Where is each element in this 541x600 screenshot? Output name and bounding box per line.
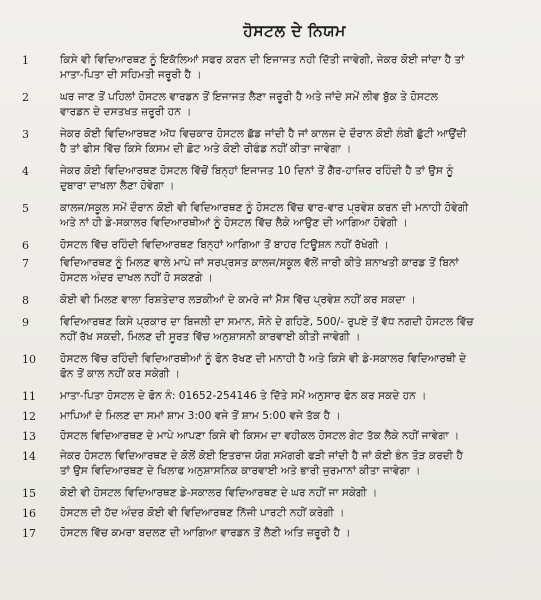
rule-line: ਤਾਂ ਉਸ ਵਿਦਿਆਰਥਣ ਦੇ ਖਿਲਾਫ ਅਨੁਸ਼ਾਸਨਿਕ ਕਾਰਵਾਈ ਅਤੇ ਭਾਰੀ ਜੁਰਮਾਨਾਂ ਕੀਤਾ ਜਾਵੇਗਾ । — [60, 465, 421, 477]
rule-line: ਨਹੀਂ ਰੱਖ ਸਕਦੀ, ਮਿਲਣ ਦੀ ਸੂਰਤ ਵਿੱਚ ਅਨੁਸ਼ਾਸਨੀ ਕਾਰਵਾਈ ਕੀਤੀ ਜਾਵੇਗੀ । — [60, 331, 361, 343]
rule-line: ਹੈ ਤਾਂ ਫੀਸ ਵਿੱਚ ਕਿਸੇ ਕਿਸਮ ਦੀ ਛੋਟ ਅਤੇ ਕੋਈ ਰੀਫੰਡ ਨਹੀਂ ਕੀਤਾ ਜਾਵੇਗਾ । — [60, 143, 352, 155]
rule-number: 17 — [22, 527, 36, 540]
rule-number: 11 — [22, 390, 36, 403]
rule-text — [60, 238, 527, 253]
rule-number: 3 — [22, 128, 29, 141]
rule-item — [22, 53, 527, 83]
rule-line: ਜੇਕਰ ਕੋਈ ਵਿਦਿਆਰਥਣ ਹੋਸਟਲ ਵਿੱਚੋਂ ਬਿਨ੍ਹਾਂ ਇਜਾਜਤ 10 ਦਿਨਾਂ ਤੋਂ ਗੈਰ-ਹਾਜ਼ਿਰ ਰਹਿੰਦੀ ਹੈ ਤਾਂ ਉਸ ਨੂੰ — [60, 165, 454, 177]
rule-line: ਮਾਤਾ-ਪਿਤਾ ਹੋਸਟਲ ਦੇ ਫੋਨ ਨੰ: 01652-254146 ਤੇ ਦਿੱਤੇ ਸਮੇਂ ਅਨੁਸਾਰ ਫੋਨ ਕਰ ਸਕਦੇ ਹਨ । — [60, 390, 427, 402]
rule-line: ਦੁਬਾਰਾ ਦਾਖਲਾ ਲੈਣਾ ਹੋਵੇਗਾ । — [60, 180, 175, 192]
rule-line: ਜੇਕਰ ਕੋਈ ਵਿਦਿਆਰਥਣ ਅੱਧ ਵਿਚਕਾਰ ਹੋਸਟਲ ਛੱਡ ਜਾਂਦੀ ਹੈ ਜਾਂ ਕਾਲਜ ਦੇ ਦੌਰਾਨ ਕੋਈ ਲੰਬੀ ਛੁੱਟੀ ਆਉਂਦੀ — [60, 128, 467, 140]
rule-text — [60, 90, 527, 120]
rule-text — [60, 164, 527, 194]
page-title: ਹੋਸਟਲ ਦੇ ਨਿਯਮ — [243, 22, 346, 40]
rule-item — [22, 449, 527, 479]
rule-number: 6 — [22, 239, 29, 252]
rule-number: 8 — [22, 294, 29, 307]
rule-line: ਹੋਸਟਲ ਵਿੱਚ ਕਮਰਾ ਬਦਲਣ ਦੀ ਆਗਿਆ ਵਾਰਡਨ ਤੋਂ ਲੈਣੀ ਅਤਿ ਜ਼ਰੂਰੀ ਹੈ । — [60, 527, 351, 539]
rule-line: ਕੋਈ ਵੀ ਮਿਲਣ ਵਾਲਾ ਰਿਸ਼ਤੇਦਾਰ ਲੜਕੀਆਂ ਦੇ ਕਮਰੇ ਜਾਂ ਮੈੱਸ ਵਿੱਚ ਪ੍ਰਵੇਸ਼ ਨਹੀਂ ਕਰ ਸਕਦਾ । — [60, 294, 416, 306]
rule-item — [22, 201, 527, 231]
rule-line: ਹੋਸਟਲ ਦੀ ਹੱਦ ਅੰਦਰ ਕੋਈ ਵੀ ਵਿਦਿਆਰਥਣ ਨਿੱਜੀ ਪਾਰਟੀ ਨਹੀਂ ਕਰੇਗੀ । — [60, 507, 345, 519]
rule-text — [60, 127, 527, 157]
rule-text — [60, 429, 527, 444]
rule-text — [60, 352, 527, 382]
rule-text — [60, 506, 527, 521]
rule-item — [22, 486, 527, 501]
rule-line: ਵਿਦਿਆਰਥਣ ਨੂੰ ਮਿਲਣ ਵਾਲੇ ਮਾਪੇ ਜਾਂ ਸਰਪ੍ਰਸਤ ਕਾਲਜ/ਸਕੂਲ ਵੱਲੋਂ ਜਾਰੀ ਕੀਤੇ ਸ਼ਨਾਖਤੀ ਕਾਰਡ ਤੋਂ ਬਿਨਾਂ — [60, 257, 459, 269]
rule-line: ਹੋਸਟਲ ਵਿੱਚ ਰਹਿੰਦੀ ਵਿਦਿਆਰਥਣ ਬਿਨ੍ਹਾਂ ਆਗਿਆ ਤੋਂ ਬਾਹਰ ਟਿਊਸ਼ਨ ਨਹੀਂ ਰੱਖੇਗੀ । — [60, 239, 389, 251]
rule-text — [60, 293, 527, 308]
rule-item — [22, 389, 527, 404]
rule-item — [22, 238, 527, 253]
rule-line: ਹੋਸਟਲ ਵਿੱਚ ਰਹਿੰਦੀ ਵਿਦਿਆਰਥੀਆਂ ਨੂੰ ਫੋਨ ਰੱਖਣ ਦੀ ਮਨਾਹੀ ਹੈ ਅਤੇ ਕਿਸੇ ਵੀ ਡੇ-ਸਕਾਲਰ ਵਿਦਿਆਰਥੀ ਦੇ — [60, 353, 467, 365]
rule-text — [60, 315, 527, 345]
rule-number: 12 — [22, 410, 36, 423]
rule-number: 14 — [22, 450, 36, 463]
rule-text — [60, 389, 527, 404]
rule-number: 2 — [22, 91, 29, 104]
rule-text — [60, 449, 527, 479]
rule-number: 13 — [22, 430, 36, 443]
rule-line: ਅਤੇ ਨਾਂ ਹੀ ਡੇ-ਸਕਾਲਰ ਵਿਦਿਆਰਥੀਆਂ ਨੂੰ ਹੋਸਟਲ ਵਿੱਚ ਲੈਕੇ ਆਉਣ ਦੀ ਆਗਿਆ ਹੋਵੇਗੀ । — [60, 217, 408, 229]
rule-line: ਕਿਸੇ ਵੀ ਵਿਦਿਆਰਥਣ ਨੂੰ ਇਕੱਲਿਆਂ ਸਫਰ ਕਰਨ ਦੀ ਇਜਾਜਤ ਨਹੀ ਦਿੱਤੀ ਜਾਵੇਗੀ, ਜੇਕਰ ਕੋਈ ਜਾਂਦਾ ਹੈ ਤਾਂ — [60, 54, 465, 66]
rule-number: 10 — [22, 353, 36, 366]
rule-line: ਫੋਨ ਤੋਂ ਕਾਲ ਨਹੀਂ ਕਰ ਸਕੇਗੀ । — [60, 368, 181, 380]
rule-item — [22, 409, 527, 424]
rule-line: ਕੋਈ ਵੀ ਹੋਸਟਲ ਵਿਦਿਆਰਥਣ ਡੇ-ਸਕਾਲਰ ਵਿਦਿਆਰਥਣ ਦੇ ਘਰ ਨਹੀਂ ਜਾ ਸਕੇਗੀ । — [60, 487, 378, 499]
rule-text — [60, 53, 527, 83]
rule-number: 9 — [22, 316, 29, 329]
rule-item — [22, 256, 527, 286]
rule-item — [22, 315, 527, 345]
rule-item — [22, 293, 527, 308]
rule-line: ਜੇਕਰ ਹੋਸਟਲ ਵਿਦਿਆਰਥਣ ਦੇ ਕੋਲੋਂ ਕੋਈ ਇਤਰਾਜ ਯੋਗ ਸਮੱਗਰੀ ਫੜੀ ਜਾਂਦੀ ਹੈ ਜਾਂ ਕੋਈ ਭੰਨ ਤੋੜ ਕਰਦੀ ਹੈ — [60, 450, 463, 462]
rule-line: ਮਾਪਿਆਂ ਦੇ ਮਿਲਣ ਦਾ ਸਮਾਂ ਸ਼ਾਮ 3:00 ਵਜੇ ਤੋਂ ਸ਼ਾਮ 5:00 ਵਜੇ ਤੱਕ ਹੈ । — [60, 410, 341, 422]
rule-text — [60, 486, 527, 501]
rule-item — [22, 127, 527, 157]
rule-item — [22, 429, 527, 444]
rule-line: ਵਾਰਡਨ ਦੇ ਦਸਤਖਤ ਜ਼ਰੂਰੀ ਹਨ । — [60, 106, 192, 118]
rule-line: ਘਰ ਜਾਣ ਤੋਂ ਪਹਿਲਾਂ ਹੋਸਟਲ ਵਾਰਡਨ ਤੋਂ ਇਜਾਜਤ ਲੈਣਾ ਜਰੂਰੀ ਹੈ ਅਤੇ ਜਾਂਦੇ ਸਮੇਂ ਲੀਵ ਬੁੱਕ ਤੇ ਹੋਸਟਲ — [60, 91, 438, 103]
rule-item — [22, 90, 527, 120]
rules-list — [22, 53, 527, 541]
rule-item — [22, 506, 527, 521]
rule-line: ਕਾਲਜ/ਸਕੂਲ ਸਮੇਂ ਦੌਰਾਨ ਕੋਈ ਵੀ ਵਿਦਿਆਰਥਣ ਨੂੰ ਹੋਸਟਲ ਵਿੱਚ ਵਾਰ-ਵਾਰ ਪ੍ਰਵੇਸ਼ ਕਰਨ ਦੀ ਮਨਾਹੀ ਹੋਵੇਗੀ — [60, 202, 469, 214]
rule-text — [60, 256, 527, 286]
rule-text — [60, 526, 527, 541]
rule-number: 5 — [22, 202, 29, 215]
rule-item — [22, 526, 527, 541]
rule-number: 16 — [22, 507, 36, 520]
rule-text — [60, 409, 527, 424]
rule-number: 1 — [22, 54, 29, 67]
rule-item — [22, 164, 527, 194]
rule-number: 15 — [22, 487, 36, 500]
rule-line: ਮਾਤਾ-ਪਿਤਾ ਦੀ ਸਹਿਮਤੀ ਜਰੂਰੀ ਹੈ । — [60, 69, 202, 81]
rule-line: ਵਿਦਿਆਰਥਣ ਕਿਸੇ ਪ੍ਰਕਾਰ ਦਾ ਬਿਜਲੀ ਦਾ ਸਮਾਨ, ਸੋਨੇ ਦੇ ਗਹਿਣੇ, 500/- ਰੁਪਏ ਤੋਂ ਵੱਧ ਨਗਦੀ ਹੋਸਟਲ ਵਿੱਚ — [60, 316, 474, 328]
rule-line: ਹੋਸਟਲ ਵਿਦਿਆਰਥਣ ਦੇ ਮਾਪੇ ਆਪਣਾ ਕਿਸੇ ਵੀ ਕਿਸਮ ਦਾ ਵਹੀਕਲ ਹੋਸਟਲ ਗੇਟ ਤੱਕ ਲੈਕੇ ਨਹੀਂ ਜਾਵੇਗਾ । — [60, 430, 460, 442]
rule-number: 4 — [22, 165, 29, 178]
rule-line: ਹੋਸਟਲ ਅੰਦਰ ਦਾਖਲ ਨਹੀਂ ਹੋ ਸਕਣਗੇ । — [60, 272, 213, 284]
rule-text — [60, 201, 527, 231]
rule-number: 7 — [22, 257, 29, 270]
rule-item — [22, 352, 527, 382]
